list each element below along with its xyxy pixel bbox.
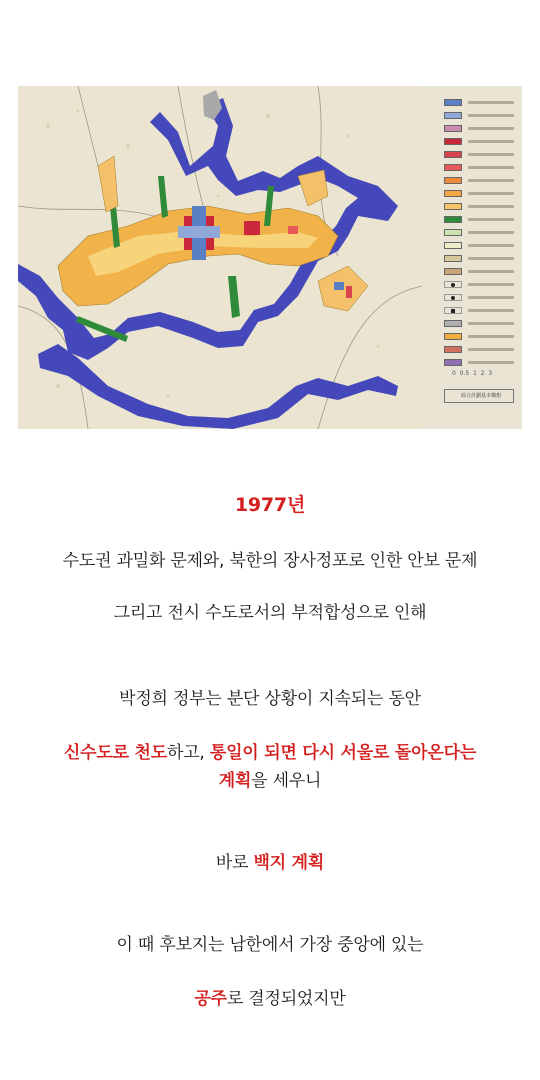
highlight-text: 계획 [218, 771, 252, 791]
legend-row [444, 345, 514, 354]
legend-row [444, 293, 514, 302]
paragraph-line: 수도권 과밀화 문제와, 북한의 장사정포로 인한 안보 문제 [62, 551, 478, 571]
highlight-text: 신수도로 천도 [63, 743, 167, 763]
plain-text: 바로 [215, 853, 254, 873]
map-caption: 綜合計劃基本構想 [461, 393, 502, 399]
legend-row [444, 215, 514, 224]
paragraph-line [0, 984, 540, 1009]
legend-row [444, 163, 514, 172]
legend-row [444, 280, 514, 289]
highlight-text: 백지 계획 [253, 853, 325, 873]
paragraph-line [0, 848, 540, 873]
legend-row [444, 137, 514, 146]
plain-text: 로 결정되었지만 [226, 989, 346, 1009]
legend-row [444, 150, 514, 159]
legend-row [444, 228, 514, 237]
legend-row [444, 241, 514, 250]
year-text: 1977년 [234, 494, 306, 516]
legend-row [444, 332, 514, 341]
scale-bar: 0 0.5 1 2 3 [452, 370, 493, 377]
paragraph-line [0, 738, 540, 763]
legend-row [444, 124, 514, 133]
legend-row [444, 202, 514, 211]
plain-text: 하고, [166, 743, 210, 763]
legend-row [444, 254, 514, 263]
legend-row [444, 319, 514, 328]
map-legend [422, 86, 522, 429]
paragraph-line [0, 766, 540, 791]
paragraph-line: 이 때 후보지는 남한에서 가장 중앙에 있는 [116, 935, 424, 955]
highlight-text: 통일이 되면 다시 서울로 돌아온다는 [209, 743, 477, 763]
legend-row [444, 306, 514, 315]
paragraph-line: 그리고 전시 수도로서의 부적합성으로 인해 [113, 603, 427, 623]
legend-row [444, 176, 514, 185]
city-plan-map-image [18, 86, 522, 429]
legend-row [444, 267, 514, 276]
plain-text: 을 세우니 [251, 771, 322, 791]
legend-row [444, 189, 514, 198]
legend-row [444, 98, 514, 107]
map-drawing [18, 86, 422, 429]
paragraph-line: 박정희 정부는 분단 상황이 지속되는 동안 [119, 689, 421, 709]
year-heading [0, 490, 540, 517]
legend-row [444, 111, 514, 120]
map-caption-box [444, 389, 514, 403]
legend-row [444, 358, 514, 367]
highlight-text: 공주 [194, 989, 227, 1009]
